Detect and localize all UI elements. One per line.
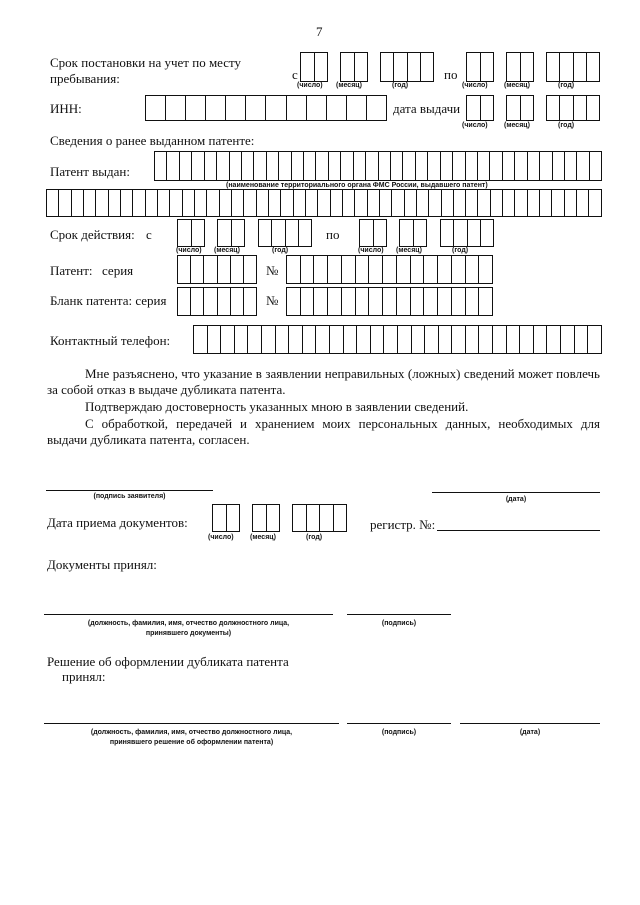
acceptance-date-label: Дата приема документов: [47, 515, 188, 530]
registration-to-year-boxes[interactable] [546, 52, 600, 82]
applicant-date-caption: (дата) [505, 496, 527, 503]
registration-number-line[interactable] [437, 530, 600, 531]
blank-number-boxes[interactable] [286, 287, 493, 316]
registration-from-month-boxes[interactable] [340, 52, 368, 82]
accepted-official-caption-2: принявшего документы) [145, 630, 232, 637]
patent-number-label: № [266, 263, 279, 278]
inn-issue-day-boxes[interactable] [466, 95, 494, 121]
accepted-signature-line[interactable] [347, 614, 451, 615]
validity-from-month-boxes[interactable] [217, 219, 245, 247]
registration-to-month-caption: (месяц) [504, 82, 530, 89]
inn-boxes[interactable] [145, 95, 387, 121]
validity-from-label: с [146, 227, 152, 242]
registration-from-label: с [292, 67, 298, 82]
validity-to-month-boxes[interactable] [399, 219, 427, 247]
validity-to-day-caption: (число) [358, 247, 384, 254]
validity-from-day-boxes[interactable] [177, 219, 205, 247]
statement-confirm: Подтверждаю достоверность указанных мною в заявлении сведений. [85, 399, 469, 414]
decision-label-2: принял: [62, 669, 106, 684]
registration-from-year-boxes[interactable] [380, 52, 434, 82]
patent-number-boxes[interactable] [286, 255, 493, 284]
page-number: 7 [316, 24, 323, 39]
registration-number-label: регистр. №: [370, 517, 436, 532]
authority-caption: (наименование территориального органа ФМС России, выдавшего патент) [226, 182, 488, 189]
validity-to-year-caption: (год) [452, 247, 469, 254]
patent-series-label: серия [102, 263, 134, 278]
inn-issue-day-caption: (число) [462, 122, 488, 129]
registration-to-month-boxes[interactable] [506, 52, 534, 82]
acceptance-year-caption: (год) [306, 534, 323, 541]
inn-issue-year-boxes[interactable] [546, 95, 600, 121]
patent-issued-authority-boxes-1[interactable] [154, 151, 602, 181]
inn-issue-date-label: дата выдачи [393, 101, 461, 116]
registration-to-year-caption: (год) [558, 82, 575, 89]
accepted-by-label: Документы принял: [47, 557, 157, 572]
validity-to-month-caption: (месяц) [396, 247, 422, 254]
inn-issue-month-boxes[interactable] [506, 95, 534, 121]
decision-official-line[interactable] [44, 723, 339, 724]
acceptance-month-boxes[interactable] [252, 504, 280, 532]
accepted-official-caption-1: (должность, фамилия, имя, отчество должностного лица, [87, 620, 290, 627]
registration-from-year-caption: (год) [392, 82, 409, 89]
registration-period-label: Срок постановки на учет по месту пребывания: [50, 55, 242, 86]
validity-from-year-caption: (год) [272, 247, 289, 254]
decision-date-caption: (дата) [519, 729, 541, 736]
validity-to-label: по [326, 227, 340, 242]
inn-issue-month-caption: (месяц) [504, 122, 530, 129]
acceptance-day-caption: (число) [208, 534, 234, 541]
phone-label: Контактный телефон: [50, 333, 171, 348]
blank-series-boxes[interactable] [177, 287, 257, 316]
registration-to-day-boxes[interactable] [466, 52, 494, 82]
acceptance-year-boxes[interactable] [292, 504, 347, 532]
acceptance-day-boxes[interactable] [212, 504, 240, 532]
decision-signature-line[interactable] [347, 723, 451, 724]
decision-signature-caption: (подпись) [381, 729, 417, 736]
decision-date-line[interactable] [460, 723, 600, 724]
previous-patent-title: Сведения о ранее выданном патенте: [50, 133, 255, 148]
acceptance-month-caption: (месяц) [250, 534, 276, 541]
validity-to-day-boxes[interactable] [359, 219, 387, 247]
registration-from-day-boxes[interactable] [300, 52, 328, 82]
applicant-signature-line[interactable] [46, 490, 213, 491]
inn-issue-year-caption: (год) [558, 122, 575, 129]
patent-issued-authority-boxes-2[interactable] [46, 189, 602, 217]
decision-official-caption-2: принявшего решение об оформлении патента) [109, 739, 274, 746]
patent-issued-label: Патент выдан: [50, 164, 130, 179]
registration-to-label: по [444, 67, 458, 82]
applicant-date-line[interactable] [432, 492, 600, 493]
validity-to-year-boxes[interactable] [440, 219, 494, 247]
validity-from-day-caption: (число) [176, 247, 202, 254]
accepted-signature-caption: (подпись) [381, 620, 417, 627]
validity-from-month-caption: (месяц) [214, 247, 240, 254]
registration-from-day-caption: (число) [297, 82, 323, 89]
decision-label-1: Решение об оформлении дубликата патента [47, 654, 289, 669]
blank-label: Бланк патента: серия [50, 293, 167, 308]
accepted-official-line[interactable] [44, 614, 333, 615]
validity-from-year-boxes[interactable] [258, 219, 312, 247]
statement-false-info: Мне разъяснено, что указание в заявлении неправильных (ложных) сведений может повлечь за собой отказ в выдаче дубликата патента. [47, 366, 600, 397]
inn-label: ИНН: [50, 101, 82, 116]
patent-series-boxes[interactable] [177, 255, 257, 284]
registration-from-month-caption: (месяц) [336, 82, 362, 89]
applicant-signature-caption: (подпись заявителя) [93, 493, 166, 500]
decision-official-caption-1: (должность, фамилия, имя, отчество должностного лица, [90, 729, 293, 736]
registration-to-day-caption: (число) [462, 82, 488, 89]
statement-consent: С обработкой, передачей и хранением моих персональных данных, необходимых для выдачи дубликата патента, согласен. [47, 416, 600, 447]
blank-number-label: № [266, 293, 279, 308]
phone-boxes[interactable] [193, 325, 602, 354]
validity-label: Срок действия: [50, 227, 135, 242]
patent-label: Патент: [50, 263, 93, 278]
